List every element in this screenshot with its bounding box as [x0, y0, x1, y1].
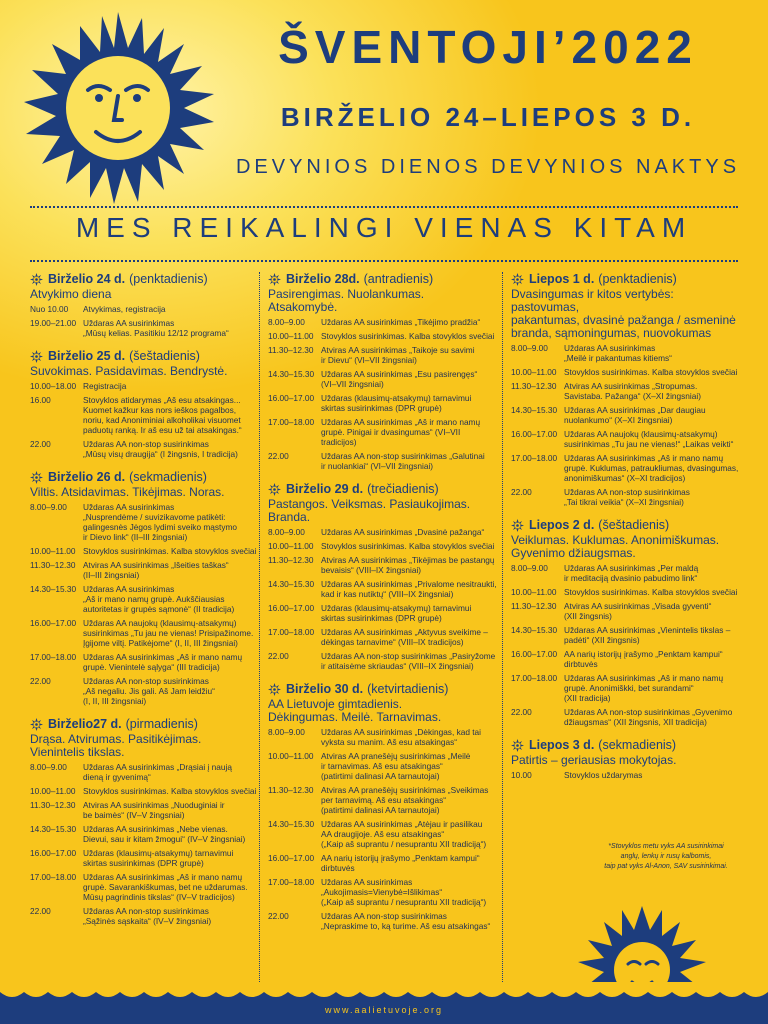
day-date: Liepos 1 d.: [529, 272, 595, 286]
event-time: 17.00–18.00: [268, 627, 315, 637]
event-description: AA narių istorijų įrašymo „Penktam kampui“ dirbtuvės: [564, 649, 723, 669]
event-description: Uždaras AA susirinkimas „Aš ir mano namų grupė. Anonimiškki, bet surandami“ (XII tradicija): [564, 673, 724, 703]
event-row: [30, 546, 260, 556]
day-block: [268, 682, 498, 931]
event-description: Atviras AA susirinkimas „Visada gyventi“ (XII žingsnis): [564, 601, 712, 621]
event-description: Uždaras AA non-stop susirinkimas „Nepraskime to, ką turime. Aš esu atsakingas“: [321, 911, 491, 931]
event-description: AA narių istorijų įrašymo „Penktam kampui“ dirbtuvės: [321, 853, 480, 873]
day-heading: [511, 518, 741, 532]
event-row: [268, 727, 498, 747]
event-row: [268, 579, 498, 599]
event-description: Uždaras AA susirinkimas „Meilė ir pakantumas kitiems“: [564, 343, 672, 363]
day-heading: [30, 272, 260, 286]
event-row: [268, 527, 498, 537]
event-time: 19.00–21.00: [30, 318, 77, 328]
event-time: 10.00–11.00: [268, 331, 314, 341]
event-row: [511, 405, 741, 425]
event-row: [30, 560, 260, 580]
day-theme: Patirtis – geriausias mokytojas.: [511, 753, 677, 767]
event-row: [511, 707, 741, 727]
event-description: Stovyklos susirinkimas. Kalba stovyklos svečiai: [83, 786, 257, 796]
day-block: [511, 272, 741, 507]
event-description: Atviras AA susirinkimas „Stropumas. Savistaba. Pažanga“ (X–XI žingsniai): [564, 381, 701, 401]
event-row: [268, 853, 498, 873]
event-description: Atviras AA susirinkimas „Nuoduginiai ir be baimės“ (IV–V žingsniai): [83, 800, 225, 820]
event-description: Uždaras AA susirinkimas „Atėjau ir pasilikau AA draugijoje. Aš esu atsakingas“ („Kaip aš suprantu / nesuprantu XII tradiciją“): [321, 819, 487, 849]
event-time: 22.00: [30, 439, 51, 449]
event-row: [30, 800, 260, 820]
event-time: 11.30–12.30: [268, 555, 314, 565]
day-theme: Drąsa. Atvirumas. Pasitikėjimas. Vienintelis tikslas.: [30, 732, 202, 759]
event-row: [268, 627, 498, 647]
day-block: [30, 717, 260, 926]
page-title: ŠVENTOJI’2022: [278, 21, 698, 73]
day-weekday: (pirmadienis): [125, 717, 198, 731]
event-description: Uždaras AA susirinkimas „Aš ir mano namų grupė. Aukščiausias autoritetas ir grupės sąmonė“ (II tradicija): [83, 584, 235, 614]
event-row: [268, 785, 498, 815]
small-sun-icon: [268, 483, 281, 496]
event-time: 17.00–18.00: [30, 652, 77, 662]
day-date: Birželio 30 d.: [286, 682, 364, 696]
event-time: 14.30–15.30: [268, 369, 315, 379]
event-time: 11.30–12.30: [268, 345, 314, 355]
event-description: Atviras AA susirinkimas „Taikoje su savimi ir Dievu“ (VI–VII žingsniai): [321, 345, 475, 365]
event-time: Nuo 10.00: [30, 304, 69, 314]
event-description: Uždaras AA susirinkimas „Aš ir mano namų grupė. Vienintelė sąlyga“ (III tradicija): [83, 652, 243, 672]
day-weekday: (ketvirtadienis): [367, 682, 449, 696]
day-theme: Veiklumas. Kuklumas. Anonimiškumas. Gyvenimo džiaugsmas.: [511, 533, 720, 560]
event-description: Uždaras AA susirinkimas „Mūsų kelias. Pasitikiu 12/12 programa“: [83, 318, 229, 338]
event-description: Uždaras AA non-stop susirinkimas „Aš negaliu. Jis gali. Aš Jam leidžiu“ (I, II, III žingsniai): [83, 676, 215, 706]
event-row: [268, 911, 498, 931]
small-sun-icon: [511, 739, 524, 752]
day-heading: [30, 349, 260, 363]
event-row: [268, 317, 498, 327]
event-row: [30, 676, 260, 706]
event-time: 16.00–17.00: [511, 649, 558, 659]
event-time: 17.00–18.00: [268, 877, 315, 887]
event-time: 10.00–18.00: [30, 381, 77, 391]
event-row: [30, 848, 260, 868]
event-row: [511, 367, 741, 377]
divider-bottom: [30, 260, 738, 262]
event-description: Atviras AA susirinkimas „Tikėjimas be pastangų bevaisis“ (VIII–IX žingsniai): [321, 555, 495, 575]
event-row: [511, 649, 741, 669]
event-time: 16.00: [30, 395, 51, 405]
day-weekday: (šeštadienis): [129, 349, 200, 363]
event-time: 10.00–11.00: [268, 751, 314, 761]
day-weekday: (trečiadienis): [367, 482, 439, 496]
event-row: [30, 381, 260, 391]
day-theme: Viltis. Atsidavimas. Tikėjimas. Noras.: [30, 485, 225, 499]
event-time: 11.30–12.30: [511, 381, 557, 391]
day-block: [511, 738, 741, 780]
day-theme: Pastangos. Veiksmas. Pasiaukojimas. Branda.: [268, 497, 471, 524]
event-description: Uždaras (klausimų-atsakymų) tarnavimui skirtas susirinkimas (DPR grupė): [321, 393, 472, 413]
sun-face-icon: [18, 8, 218, 208]
event-row: [30, 584, 260, 614]
event-time: 10.00–11.00: [511, 367, 557, 377]
footnote: *Stovyklos metu vyks AA susirinkimai anglų, lenkų ir rusų kalbomis, taip pat vyks Al-Anon, SAV susirinkimai.: [604, 843, 728, 870]
event-row: [511, 770, 741, 780]
event-description: Stovyklos uždarymas: [564, 770, 643, 780]
event-time: 8.00–9.00: [268, 727, 305, 737]
event-time: 11.30–12.30: [30, 560, 76, 570]
event-time: 16.00–17.00: [268, 603, 315, 613]
event-description: Stovyklos susirinkimas. Kalba stovyklos svečiai: [564, 367, 738, 377]
event-row: [268, 369, 498, 389]
event-time: 11.30–12.30: [30, 800, 76, 810]
schedule-column: [268, 272, 498, 942]
small-sun-icon: [268, 273, 281, 286]
event-description: Atvykimas, registracija: [83, 304, 166, 314]
event-time: 16.00–17.00: [30, 848, 77, 858]
event-row: [30, 318, 260, 338]
event-description: Uždaras AA susirinkimas „Aš ir mano namų grupė. Pinigai ir dvasingumas“ (VI–VII tradicijos): [321, 417, 481, 447]
day-block: [30, 470, 260, 706]
day-weekday: (sekmadienis): [129, 470, 207, 484]
day-block: [511, 518, 741, 727]
event-description: Uždaras (klausimų-atsakymų) tarnavimui skirtas susirinkimas (DPR grupė): [83, 848, 234, 868]
day-date: Birželio 29 d.: [286, 482, 364, 496]
small-sun-icon: [30, 273, 43, 286]
event-time: 17.00–18.00: [511, 673, 558, 683]
schedule-column: [511, 272, 741, 791]
event-time: 16.00–17.00: [268, 853, 315, 863]
event-time: 10.00–11.00: [30, 546, 76, 556]
event-time: 8.00–9.00: [511, 343, 548, 353]
waves-decoration: [0, 982, 768, 1024]
day-block: [30, 349, 260, 459]
day-theme: Atvykimo diena: [30, 287, 112, 301]
event-time: 8.00–9.00: [30, 502, 67, 512]
event-description: Uždaras AA non-stop susirinkimas „Gyvenimo džiaugsmas“ (XII žingsnis, XII tradicija): [564, 707, 733, 727]
event-description: Uždaras AA susirinkimas „Privalome nesitraukti, kad ir kas nutiktų“ (VIII–IX žingsniai): [321, 579, 497, 599]
event-row: [268, 393, 498, 413]
event-description: Uždaras AA non-stop susirinkimas „Sąžinės sąskaita“ (IV–V žingsniai): [83, 906, 212, 926]
event-row: [30, 762, 260, 782]
day-date: Birželio 24 d.: [48, 272, 126, 286]
divider-top: [30, 206, 738, 208]
event-description: Atviras AA pranešėjų susirinkimas „Sveikimas per tarnavimą. Aš esu atsakingas“ (patirtimi dalinasi AA tarnautojai): [321, 785, 489, 815]
day-heading: [511, 738, 741, 752]
event-description: Uždaras AA susirinkimas „Aš ir mano namų grupė. Savarankiškumas, bet ne uždarumas. Mūsų pagrindinis tikslas“ (IV–V tradicijos): [83, 872, 248, 902]
event-time: 22.00: [268, 911, 289, 921]
day-block: [30, 272, 260, 338]
event-time: 11.30–12.30: [268, 785, 314, 795]
event-description: Stovyklos susirinkimas. Kalba stovyklos svečiai: [321, 331, 495, 341]
event-row: [511, 673, 741, 703]
event-time: 14.30–15.30: [511, 405, 558, 415]
event-row: [30, 618, 260, 648]
day-block: [268, 272, 498, 471]
event-subtitle: DEVYNIOS DIENOS DEVYNIOS NAKTYS: [235, 156, 741, 178]
event-time: 14.30–15.30: [511, 625, 558, 635]
event-row: [268, 603, 498, 623]
day-theme: Dvasingumas ir kitos vertybės: pastovumas, pakantumas, dvasinė pažanga / asmeninė branda, sąmoningumas, nuovokumas: [511, 287, 736, 340]
schedule-column: [30, 272, 260, 937]
event-row: [30, 906, 260, 926]
footer-url[interactable]: www.aalietuvoje.org: [324, 1005, 444, 1015]
event-description: Uždaras AA naujokų (klausimų-atsakymų) susirinkimas „Tu jau ne vienas! Prisipažinome. Įgijome viltį. Patikėjome“ (I, II, III žingsniai): [83, 618, 254, 648]
event-row: [268, 541, 498, 551]
day-weekday: (šeštadienis): [598, 518, 670, 532]
event-time: 14.30–15.30: [30, 824, 77, 834]
day-theme: Pasirengimas. Nuolankumas. Atsakomybė.: [268, 287, 425, 314]
event-description: Uždaras AA susirinkimas „Drąsiai į naują dieną ir gyvenimą“: [83, 762, 232, 782]
event-time: 8.00–9.00: [30, 762, 67, 772]
event-description: Uždaras AA susirinkimas „Vienintelis tikslas – padėti“ (XII žingsnis): [564, 625, 731, 645]
event-row: [30, 395, 260, 435]
event-time: 16.00–17.00: [511, 429, 558, 439]
event-row: [30, 502, 260, 542]
event-row: [30, 439, 260, 459]
event-description: Stovyklos susirinkimas. Kalba stovyklos svečiai: [321, 541, 495, 551]
event-row: [268, 345, 498, 365]
event-row: [268, 819, 498, 849]
day-heading: [30, 717, 260, 731]
event-time: 16.00–17.00: [30, 618, 77, 628]
event-dates: BIRŽELIO 24–LIEPOS 3 D.: [280, 102, 696, 132]
event-time: 22.00: [511, 707, 532, 717]
event-description: Uždaras AA susirinkimas „Aktyvus sveikime – dėkingas tarnavime“ (VIII–IX tradicijos): [321, 627, 488, 647]
event-row: [30, 872, 260, 902]
event-description: Uždaras AA susirinkimas „Nusprendėme / suvizikavome patikėti: galingesnės Jėgos lydimi sveiko mąstymo ir Dievo link“ (II–III žingsniai): [83, 502, 238, 542]
event-row: [511, 343, 741, 363]
small-sun-icon: [511, 273, 524, 286]
event-row: [30, 304, 260, 314]
day-heading: [268, 482, 498, 496]
event-row: [511, 487, 741, 507]
motto: MES REIKALINGI VIENAS KITAM: [75, 212, 693, 243]
event-row: [30, 652, 260, 672]
event-time: 22.00: [30, 906, 51, 916]
event-time: 10.00–11.00: [30, 786, 76, 796]
event-description: Uždaras AA naujokų (klausimų-atsakymų) susirinkimas „Tu jau ne vienas!“ „Laikas veikti“: [564, 429, 734, 449]
event-row: [30, 824, 260, 844]
event-description: Uždaras AA susirinkimas „Per maldą ir meditaciją dvasinio pabudimo link“: [564, 563, 699, 583]
day-theme: AA Lietuvoje gimtadienis. Dėkingumas. Meilė. Tarnavimas.: [268, 697, 442, 724]
event-row: [511, 601, 741, 621]
event-description: Uždaras AA non-stop susirinkimas „Pasiryžome ir atitaisėme skriaudas“ (VIII–IX žingsniai): [321, 651, 496, 671]
column-divider: [502, 272, 503, 982]
day-theme: Suvokimas. Pasidavimas. Bendrystė.: [30, 364, 228, 378]
event-row: [268, 877, 498, 907]
event-description: Uždaras AA susirinkimas „Aukojimasis=Vienybė=Išlikimas“ („Kaip aš suprantu / nesuprantu XII tradiciją“): [321, 877, 487, 907]
event-description: Atviras AA pranešėjų susirinkimas „Meilė ir tarnavimas. Aš esu atsakingas“ (patirtimi dalinasi AA tarnautojai): [321, 751, 471, 781]
event-time: 17.00–18.00: [268, 417, 315, 427]
event-description: Uždaras AA susirinkimas „Dėkingas, kad tai vyksta su manim. Aš esu atsakingas“: [321, 727, 482, 747]
event-description: Registracija: [83, 381, 127, 391]
event-description: Uždaras AA non-stop susirinkimas „Galutinai ir nuolankiai“ (VI–VII žingsniai): [321, 451, 485, 471]
event-time: 22.00: [268, 451, 289, 461]
event-description: Stovyklos atidarymas „Aš esu atsakingas... Kuomet kažkur kas nors ieškos pagalbos, noriu, kad Anoniminiai alkoholikai visuomet paduotų ranką. Ir aš esu už tai atsakingas.“: [83, 395, 242, 435]
event-description: Uždaras AA susirinkimas „Dar daugiau nuolankumo“ (X–XI žingsniai): [564, 405, 706, 425]
event-row: [268, 331, 498, 341]
event-row: [268, 451, 498, 471]
event-time: 17.00–18.00: [511, 453, 558, 463]
event-row: [511, 453, 741, 483]
event-time: 10.00: [511, 770, 532, 780]
event-row: [30, 786, 260, 796]
event-row: [268, 417, 498, 447]
event-description: Uždaras AA susirinkimas „Dvasinė pažanga“: [321, 527, 485, 537]
event-description: Uždaras AA susirinkimas „Aš ir mano namų grupė. Kuklumas, patraukliumas, dvasingumas, anonimiškumas“ (X–XI tradicijos): [564, 453, 739, 483]
day-heading: [511, 272, 741, 286]
day-heading: [268, 272, 498, 286]
event-time: 22.00: [511, 487, 532, 497]
event-description: Atviras AA susirinkimas „Išeities taškas“ (II–III žingsniai): [83, 560, 229, 580]
event-description: Uždaras AA susirinkimas „Nebe vienas. Dievui, sau ir kitam žmogui“ (IV–V žingsniai): [83, 824, 246, 844]
event-description: Stovyklos susirinkimas. Kalba stovyklos svečiai: [564, 587, 738, 597]
event-time: 8.00–9.00: [511, 563, 548, 573]
event-description: Uždaras AA susirinkimas „Tikėjimo pradžia“: [321, 317, 481, 327]
event-row: [268, 555, 498, 575]
event-description: Uždaras AA non-stop susirinkimas „Tai tikrai veikia“ (X–XI žingsniai): [564, 487, 690, 507]
event-time: 14.30–15.30: [268, 819, 315, 829]
day-block: [268, 482, 498, 671]
event-description: Uždaras (klausimų-atsakymų) tarnavimui skirtas susirinkimas (DPR grupė): [321, 603, 472, 623]
event-row: [511, 563, 741, 583]
event-row: [268, 751, 498, 781]
event-time: 22.00: [30, 676, 51, 686]
event-time: 10.00–11.00: [511, 587, 557, 597]
small-sun-icon: [30, 471, 43, 484]
event-description: Uždaras AA susirinkimas „Esu pasirengęs“ (VI–VII žingsniai): [321, 369, 478, 389]
day-date: Birželio 25 d.: [48, 349, 126, 363]
small-sun-icon: [268, 683, 281, 696]
day-weekday: (penktadienis): [598, 272, 677, 286]
day-weekday: (penktadienis): [129, 272, 208, 286]
day-date: Liepos 2 d.: [529, 518, 595, 532]
event-row: [268, 651, 498, 671]
event-time: 17.00–18.00: [30, 872, 77, 882]
small-sun-icon: [511, 519, 524, 532]
event-row: [511, 587, 741, 597]
event-time: 8.00–9.00: [268, 527, 305, 537]
event-time: 11.30–12.30: [511, 601, 557, 611]
day-date: Liepos 3 d.: [529, 738, 595, 752]
day-weekday: (sekmadienis): [598, 738, 677, 752]
event-time: 14.30–15.30: [268, 579, 315, 589]
event-row: [511, 381, 741, 401]
day-heading: [30, 470, 260, 484]
event-description: Stovyklos susirinkimas. Kalba stovyklos svečiai: [83, 546, 257, 556]
day-weekday: (antradienis): [363, 272, 434, 286]
small-sun-icon: [30, 350, 43, 363]
event-description: Uždaras AA non-stop susirinkimas „Mūsų visų draugija“ (I žingsnis, I tradicija): [83, 439, 238, 459]
event-time: 10.00–11.00: [268, 541, 314, 551]
day-date: Birželio 26 d.: [48, 470, 126, 484]
event-row: [511, 625, 741, 645]
event-time: 14.30–15.30: [30, 584, 77, 594]
small-sun-icon: [30, 718, 43, 731]
event-time: 8.00–9.00: [268, 317, 305, 327]
day-date: Birželio27 d.: [48, 717, 122, 731]
day-heading: [268, 682, 498, 696]
event-time: 22.00: [268, 651, 289, 661]
event-time: 16.00–17.00: [268, 393, 315, 403]
event-row: [511, 429, 741, 449]
day-date: Birželio 28d.: [286, 272, 360, 286]
